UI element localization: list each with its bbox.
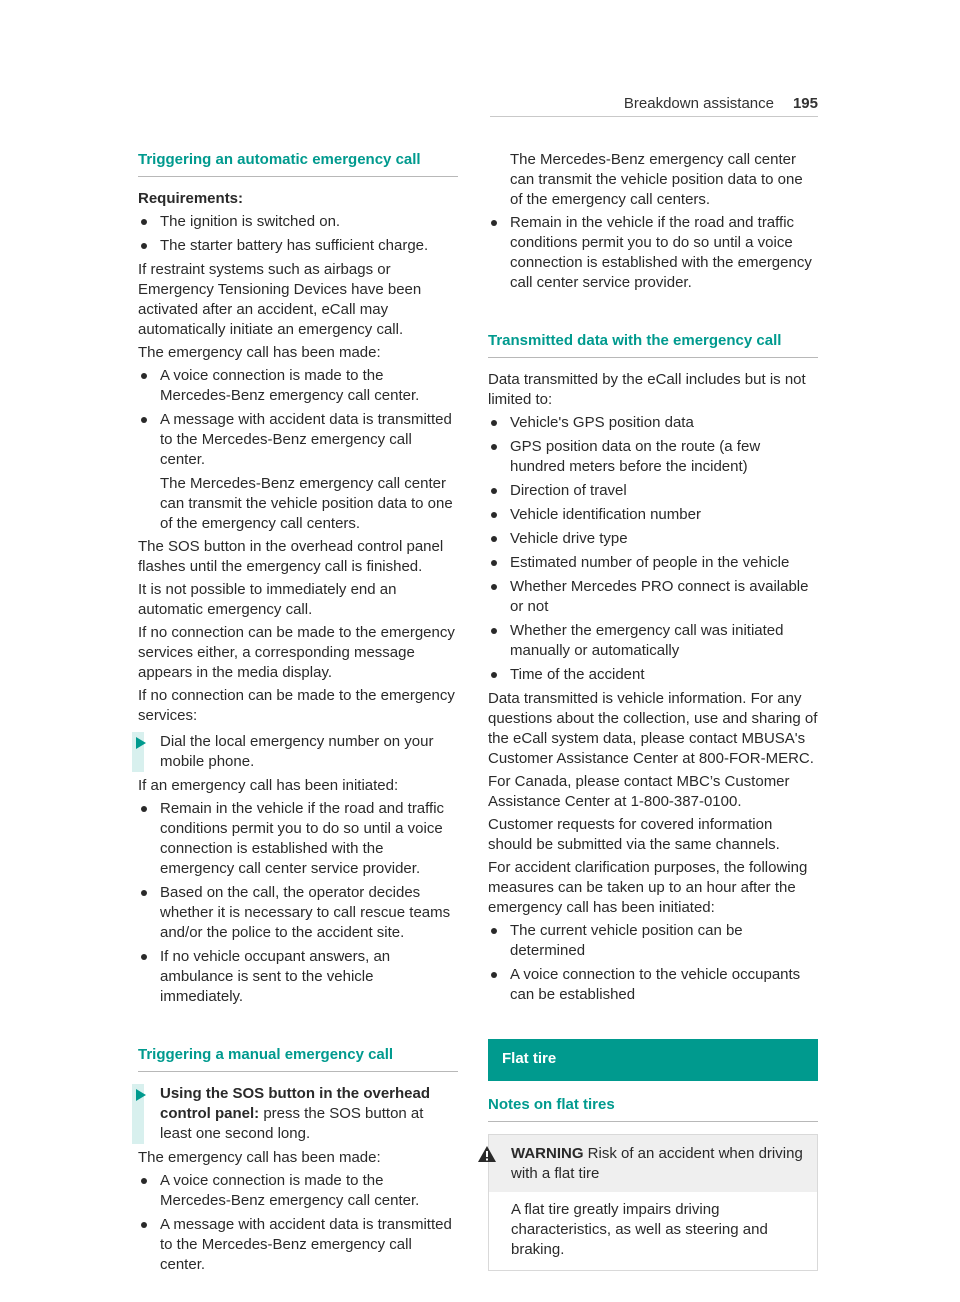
- step-arrow-icon: [136, 1089, 146, 1101]
- list-item: Vehicle drive type: [488, 529, 818, 549]
- warning-title: Risk of an accident when driving with a flat tire: [511, 1145, 803, 1182]
- paragraph: If no connection can be made to the emergency services either, a corresponding message appears in the media display.: [138, 624, 455, 681]
- step-text: press the SOS button at least one second long.: [160, 1105, 424, 1142]
- list-item: Direction of travel: [488, 481, 818, 501]
- paragraph: It is not possible to immediately end an automatic emergency call.: [138, 581, 397, 618]
- list-item: Time of the accident: [488, 665, 818, 685]
- left-column: [138, 150, 458, 1279]
- indented-note: The Mercedes-Benz emergency call center can transmit the vehicle position data to one of the emergency call centers.: [160, 475, 453, 532]
- paragraph: Customer requests for covered information should be submitted via the same channels.: [488, 816, 780, 853]
- call-made-list-2: [138, 1171, 458, 1275]
- list-item: Whether the emergency call was initiated manually or automatically: [488, 621, 818, 661]
- list-item: A message with accident data is transmitted to the Mercedes-Benz emergency call center.: [138, 410, 458, 470]
- paragraph: If no connection can be made to the emergency services:: [138, 687, 455, 724]
- warning-header: [489, 1135, 817, 1192]
- warning-triangle-icon: [477, 1145, 497, 1169]
- list-item: A voice connection is made to the Mercedes-Benz emergency call center.: [138, 366, 458, 406]
- manual-call-heading: Triggering a manual emergency call: [138, 1045, 458, 1072]
- paragraph: Data transmitted by the eCall includes but is not limited to:: [488, 371, 806, 408]
- list-item: Remain in the vehicle if the road and traffic conditions permit you to do so until a voice connection is established with the emergency call center service provider.: [488, 213, 818, 293]
- instruction-step: [138, 1084, 458, 1144]
- continued-list: [488, 213, 818, 293]
- call-made-list: [138, 366, 458, 470]
- data-list: [488, 413, 818, 685]
- page-number: 195: [792, 95, 818, 112]
- page-header: [490, 92, 818, 117]
- list-item: Remain in the vehicle if the road and traffic conditions permit you to do so until a voice connection is established with the emergency call center service provider.: [138, 799, 458, 879]
- paragraph: If an emergency call has been initiated:: [138, 777, 399, 794]
- list-item: The ignition is switched on.: [138, 212, 458, 232]
- paragraph: The SOS button in the overhead control panel flashes until the emergency call is finished.: [138, 538, 444, 575]
- list-item: If no vehicle occupant answers, an ambulance is sent to the vehicle immediately.: [138, 947, 458, 1007]
- paragraph: For accident clarification purposes, the following measures can be taken up to an hour after the emergency call has been initiated:: [488, 859, 808, 916]
- measures-list: [488, 921, 818, 1005]
- instruction-step: [138, 732, 458, 772]
- paragraph: If restraint systems such as airbags or Emergency Tensioning Devices have been activated after an accident, eCall may automatically initiate an emergency call.: [138, 261, 422, 338]
- list-item: Vehicle's GPS position data: [488, 413, 818, 433]
- notes-flat-tires-heading: Notes on flat tires: [488, 1095, 818, 1122]
- list-item: A message with accident data is transmitted to the Mercedes-Benz emergency call center.: [138, 1215, 458, 1275]
- list-item: Based on the call, the operator decides whether it is necessary to call rescue teams and/or the police to the accident site.: [138, 883, 458, 943]
- auto-call-heading: Triggering an automatic emergency call: [138, 150, 458, 177]
- right-column: [488, 150, 818, 1271]
- list-item: A voice connection is made to the Mercedes-Benz emergency call center.: [138, 1171, 458, 1211]
- paragraph: Data transmitted is vehicle information. For any questions about the collection, use and sharing of the eCall system data, please contact MBUSA's Customer Assistance Center at 800-FOR-MERC.: [488, 690, 818, 767]
- list-item: Whether Mercedes PRO connect is available or not: [488, 577, 818, 617]
- flat-tire-section-band: Flat tire: [488, 1039, 818, 1081]
- initiated-list: [138, 799, 458, 1007]
- list-item: Vehicle identification number: [488, 505, 818, 525]
- requirements-list: [138, 212, 458, 256]
- transmitted-data-heading: Transmitted data with the emergency call: [488, 331, 818, 358]
- list-item: GPS position data on the route (a few hundred meters before the incident): [488, 437, 818, 477]
- warning-label: WARNING: [511, 1145, 584, 1162]
- list-item: A voice connection to the vehicle occupants can be established: [488, 965, 818, 1005]
- paragraph: For Canada, please contact MBC’s Customer Assistance Center at 1-800-387-0100.: [488, 773, 790, 810]
- requirements-label: Requirements:: [138, 190, 244, 207]
- list-item: Estimated number of people in the vehicle: [488, 553, 818, 573]
- step-text: Dial the local emergency number on your mobile phone.: [160, 733, 434, 770]
- paragraph: The emergency call has been made:: [138, 1149, 381, 1166]
- step-arrow-icon: [136, 737, 146, 749]
- warning-box: [488, 1134, 818, 1271]
- indented-note: The Mercedes-Benz emergency call center can transmit the vehicle position data to one of the emergency call centers.: [510, 151, 803, 208]
- list-item: The current vehicle position can be determined: [488, 921, 818, 961]
- list-item: The starter battery has sufficient charge.: [138, 236, 458, 256]
- section-title: Breakdown assistance: [623, 95, 774, 112]
- step-bold-text: Using the SOS button in the overhead control panel:: [160, 1085, 431, 1122]
- paragraph: The emergency call has been made:: [138, 344, 381, 361]
- warning-body: A flat tire greatly impairs driving characteristics, as well as steering and braking.: [511, 1201, 768, 1258]
